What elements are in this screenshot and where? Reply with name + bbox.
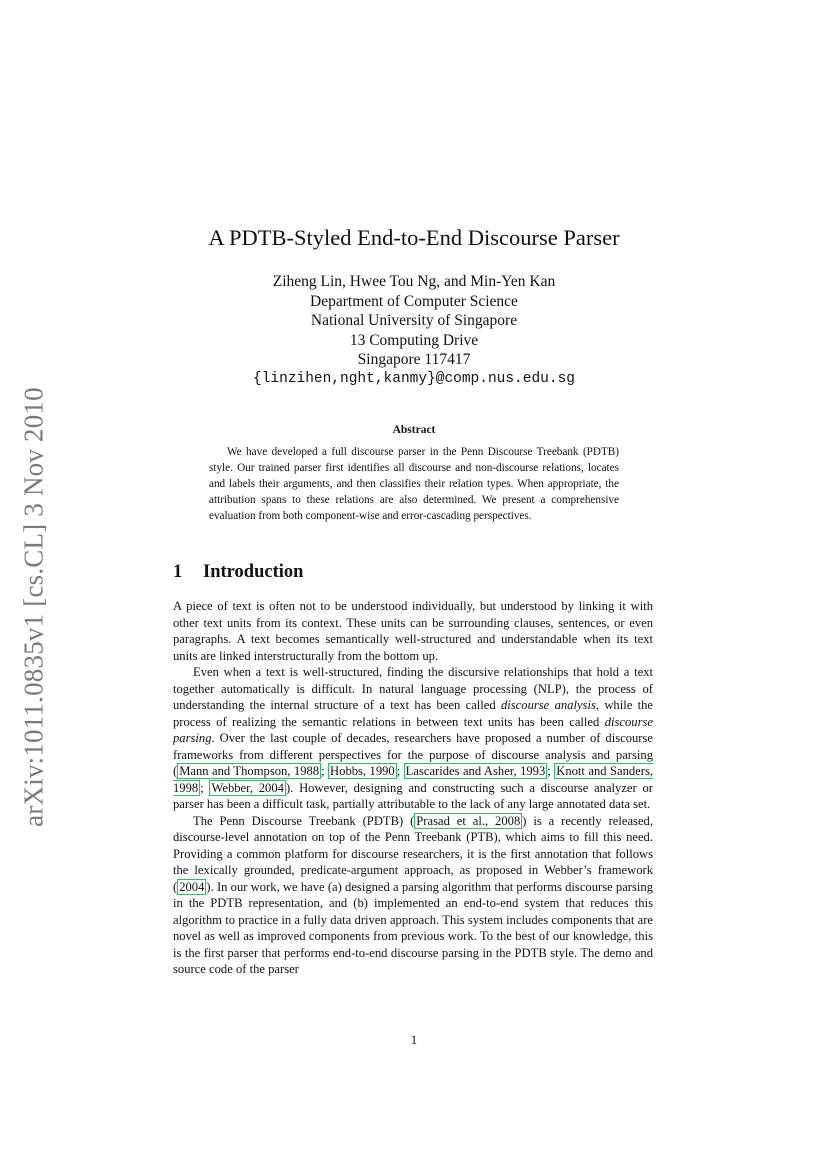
author-university: National University of Singapore — [310, 312, 518, 329]
citation-link-mann-thompson[interactable]: Mann and Thompson, 1988 — [179, 764, 320, 778]
citation-link-prasad[interactable]: Prasad et al., 2008 — [416, 813, 521, 828]
section-title: Introduction — [203, 562, 304, 582]
citation-link-webber[interactable]: Webber, 2004 — [211, 780, 284, 795]
page-number: 1 — [410, 1033, 418, 1047]
citation-link-knott-sanders[interactable]: Knott and Sanders, 1998 — [173, 764, 654, 795]
citation-link-hobbs[interactable]: Hobbs, 1990 — [330, 764, 395, 778]
term-discourse-analysis: discourse analysis — [500, 698, 596, 712]
paragraph-3: The Penn Discourse Treebank (PDTB) ( Prasad et al., 2008 ) is a recently released, discourse-level annotation on top of the Penn Treebank (PTB), which aims to fill this need. Providing a common platform for discourse researchers, it is the first annotation that follows the lexically grounded, predicate-argument approach, as proposed in Webber’s framework ( 2004 ). In our work, we have (a) designed a parsing algorithm that performs discourse parsing in the PDTB representation, and (b) implemented an end-to-end system that reduces this algorithm to practice in a fully data driven approach. This system includes components that are novel as well as improved components from previous work. To the best of our knowledge, this is the first parser that performs end-to-end discourse parsing in the PDTB style. The demo and source code of the parser — [173, 813, 653, 976]
author-city: Singapore 117417 — [357, 351, 471, 368]
citation-link-lascarides-asher[interactable]: Lascarides and Asher, 1993 — [405, 764, 546, 778]
abstract-text: We have developed a full discourse parser in the Penn Discourse Treebank (PDTB) style. Our trained parser first identifies all discourse and non-discourse relations, locates and labels their arguments, and then classifies their relation types. When appropriate, the attribution spans to these relations are also determined. We present a comprehensive evaluation from both component-wise and error-cascading perspectives. — [209, 446, 619, 523]
author-email: {linzihen,nght,kanmy}@comp.nus.edu.sg — [253, 370, 575, 387]
abstract-heading: Abstract — [392, 424, 436, 436]
section-number: 1 — [173, 562, 183, 582]
author-department: Department of Computer Science — [310, 292, 518, 310]
author-street: 13 Computing Drive — [349, 331, 479, 349]
introduction-body — [173, 598, 653, 978]
paragraph-1: A piece of text is often not to be understood individually, but understood by linking it with other text units from its context. These units can be surrounding clauses, sentences, or even paragraphs. A text becomes semantically well-structured and understandable when its text units are linked interstructurally from the bottom up. — [173, 599, 653, 663]
paragraph-2: Even when a text is well-structured, finding the discursive relationships that hold a text together automatically is difficult. In natural language processing (NLP), the process of understanding the internal structure of a text has been called discourse analysis, while the process of realizing the semantic relations in between text units has been called discourse parsing. Over the last couple of decades, researchers have proposed a number of discourse frameworks from different perspectives for the purpose of discourse analysis and parsing ( Mann and Thompson, 1988 ; Hobbs, 1990 ; Lascarides and Asher, 1993 ; Knott and Sanders, 1998 ; Webber, 2004 ). However, designing and constructing such a discourse analyzer or parser has been a difficult task, partially attributable to the lack of any large annotated data set. — [173, 665, 654, 811]
paper-title: A PDTB-Styled End-to-End Discourse Parser — [208, 225, 620, 250]
term-discourse-parsing: discourse parsing — [173, 714, 653, 745]
section-heading — [173, 562, 303, 583]
arxiv-identifier-text: arXiv:1011.0835v1 [cs.CL] 3 Nov 2010 — [18, 387, 49, 827]
arxiv-identifier-stamp — [6, 372, 62, 842]
citation-link-webber-2004[interactable]: 2004 — [179, 879, 205, 894]
author-block — [0, 272, 828, 389]
author-names: Ziheng Lin, Hwee Tou Ng, and Min-Yen Kan — [272, 273, 556, 290]
